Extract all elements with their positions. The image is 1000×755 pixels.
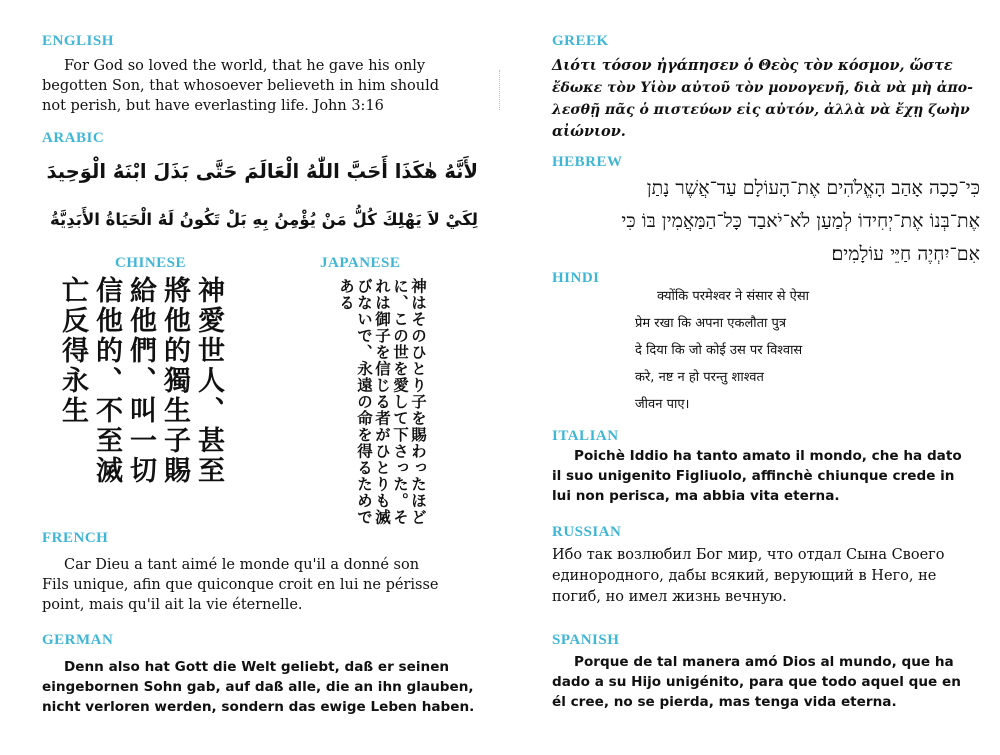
spanish-line: él cree, no se pierda, mas tenga vida eterna. — [552, 694, 897, 710]
greek-line: λεσθῇ πᾶς ὁ πιστεύων εἰς αὐτόν, ἀλλὰ νὰ ἔχῃ ζωὴν — [552, 102, 970, 118]
russian-heading: RUSSIAN — [552, 524, 622, 540]
hebrew-line: אֶת־בְּנוֹ אֶת־יְחִידוֹ לְמַעַן לֹא־יֹאבַד כָּל־הַמַּאֲמִין בּוֹ כִּי — [621, 210, 980, 232]
hindi-line: क्योंकि परमेश्वर ने संसार से ऐसा — [657, 289, 810, 304]
german-heading: GERMAN — [42, 632, 114, 648]
hebrew-line: כִּי־כָכָה אָהַב הָאֱלֹהִים אֶת־הָעוֹלָם עַד־אֲשֶׁר נָתַן — [646, 177, 980, 199]
hindi-line: प्रेम रखा कि अपना एकलौता पुत्र — [635, 316, 787, 331]
greek-line: ἔδωκε τὸν Υἱὸν αὐτοῦ τὸν μονογενῆ, διὰ νὰ μὴ ἀπο- — [552, 80, 973, 96]
arabic-line: لأَنَّهُ هٰكَذَا أَحَبَّ اللّٰهُ الْعَالَمَ حَتَّى بَذَلَ ابْنَهُ الْوَحِيدَ — [46, 160, 478, 183]
russian-line: погиб, но имел жизнь вечную. — [552, 589, 787, 605]
french-verse — [42, 555, 474, 615]
italian-line: Poichè Iddio ha tanto amato il mondo, che ha dato — [574, 448, 962, 464]
spanish-verse — [552, 652, 982, 712]
spanish-heading: SPANISH — [552, 632, 620, 648]
english-heading: ENGLISH — [42, 33, 114, 49]
hindi-line: जीवन पाए। — [635, 397, 690, 412]
hindi-verse — [635, 283, 875, 418]
greek-verse — [552, 55, 982, 143]
german-verse — [42, 657, 474, 717]
french-line: Fils unique, afin que quiconque croit en lui ne périsse — [42, 577, 439, 593]
hindi-heading: HINDI — [552, 270, 600, 286]
french-line: point, mais qu'il ait la vie éternelle. — [42, 597, 303, 613]
spanish-line: dado a su Hijo unigénito, para que todo aquel que en — [552, 674, 961, 690]
german-line: eingebornen Sohn gab, auf daß alle, die an ihn glauben, — [42, 679, 474, 695]
italian-line: il suo unigenito Figliuolo, affinchè chiunque crede in — [552, 468, 955, 484]
german-line: nicht verloren werden, sondern das ewige Leben haben. — [42, 699, 475, 715]
italian-heading: ITALIAN — [552, 428, 619, 444]
french-line: Car Dieu a tant aimé le monde qu'il a donné son — [64, 557, 420, 573]
greek-heading: GREEK — [552, 33, 609, 49]
right-page — [500, 0, 1000, 755]
arabic-line: لِكَيْ لاَ يَهْلِكَ كُلُّ مَنْ يُؤْمِنُ بِهِ بَلْ تَكُونُ لَهُ الْحَيَاةُ الأَبَدِيَّةُ — [50, 210, 478, 229]
hebrew-line: אִם־יִחְיֶה חַיֵּי עוֹלָמִים׃ — [831, 243, 980, 265]
russian-line: Ибо так возлюбил Бог мир, что отдал Сына Своего — [552, 547, 945, 563]
french-heading: FRENCH — [42, 530, 109, 546]
hebrew-heading: HEBREW — [552, 154, 623, 170]
greek-line: Διότι τόσον ἠγάπησεν ὁ Θεὸς τὸν κόσμον, ὥστε — [552, 57, 953, 74]
arabic-heading: ARABIC — [42, 130, 105, 146]
russian-line: единородного, дабы всякий, верующий в Него, не — [552, 568, 937, 584]
german-line: Denn also hat Gott die Welt geliebt, daß er seinen — [64, 659, 450, 675]
greek-line: αἰώνιον. — [552, 123, 626, 140]
chinese-heading: CHINESE — [115, 255, 187, 271]
japanese-heading: JAPANESE — [320, 255, 401, 271]
italian-line: lui non perisca, ma abbia vita eterna. — [552, 488, 840, 504]
chinese-verse: 神愛世人、甚至將他的獨生子賜給他們、叫一切信他的、不至滅亡反得永生 — [57, 276, 224, 486]
italian-verse — [552, 446, 982, 506]
english-line: begotten Son, that whosoever believeth in him should — [42, 78, 440, 94]
russian-verse — [552, 545, 982, 608]
arabic-verse — [42, 148, 478, 244]
english-verse — [42, 56, 474, 116]
hindi-line: करे, नष्ट न हो परन्तु शाश्वत — [635, 370, 764, 385]
english-line: not perish, but have everlasting life. John 3:16 — [42, 98, 384, 114]
hindi-line: दे दिया कि जो कोई उस पर विश्वास — [635, 343, 803, 358]
english-line: For God so loved the world, that he gave his only — [64, 58, 426, 74]
hebrew-verse — [552, 172, 980, 271]
spanish-line: Porque de tal manera amó Dios al mundo, que ha — [574, 654, 954, 670]
japanese-verse: 神はそのひとり子を賜わったほどに、この世を愛して下さった。それは御子を信じる者がひとりも滅びないで、永遠の命を得るためである — [337, 278, 427, 526]
